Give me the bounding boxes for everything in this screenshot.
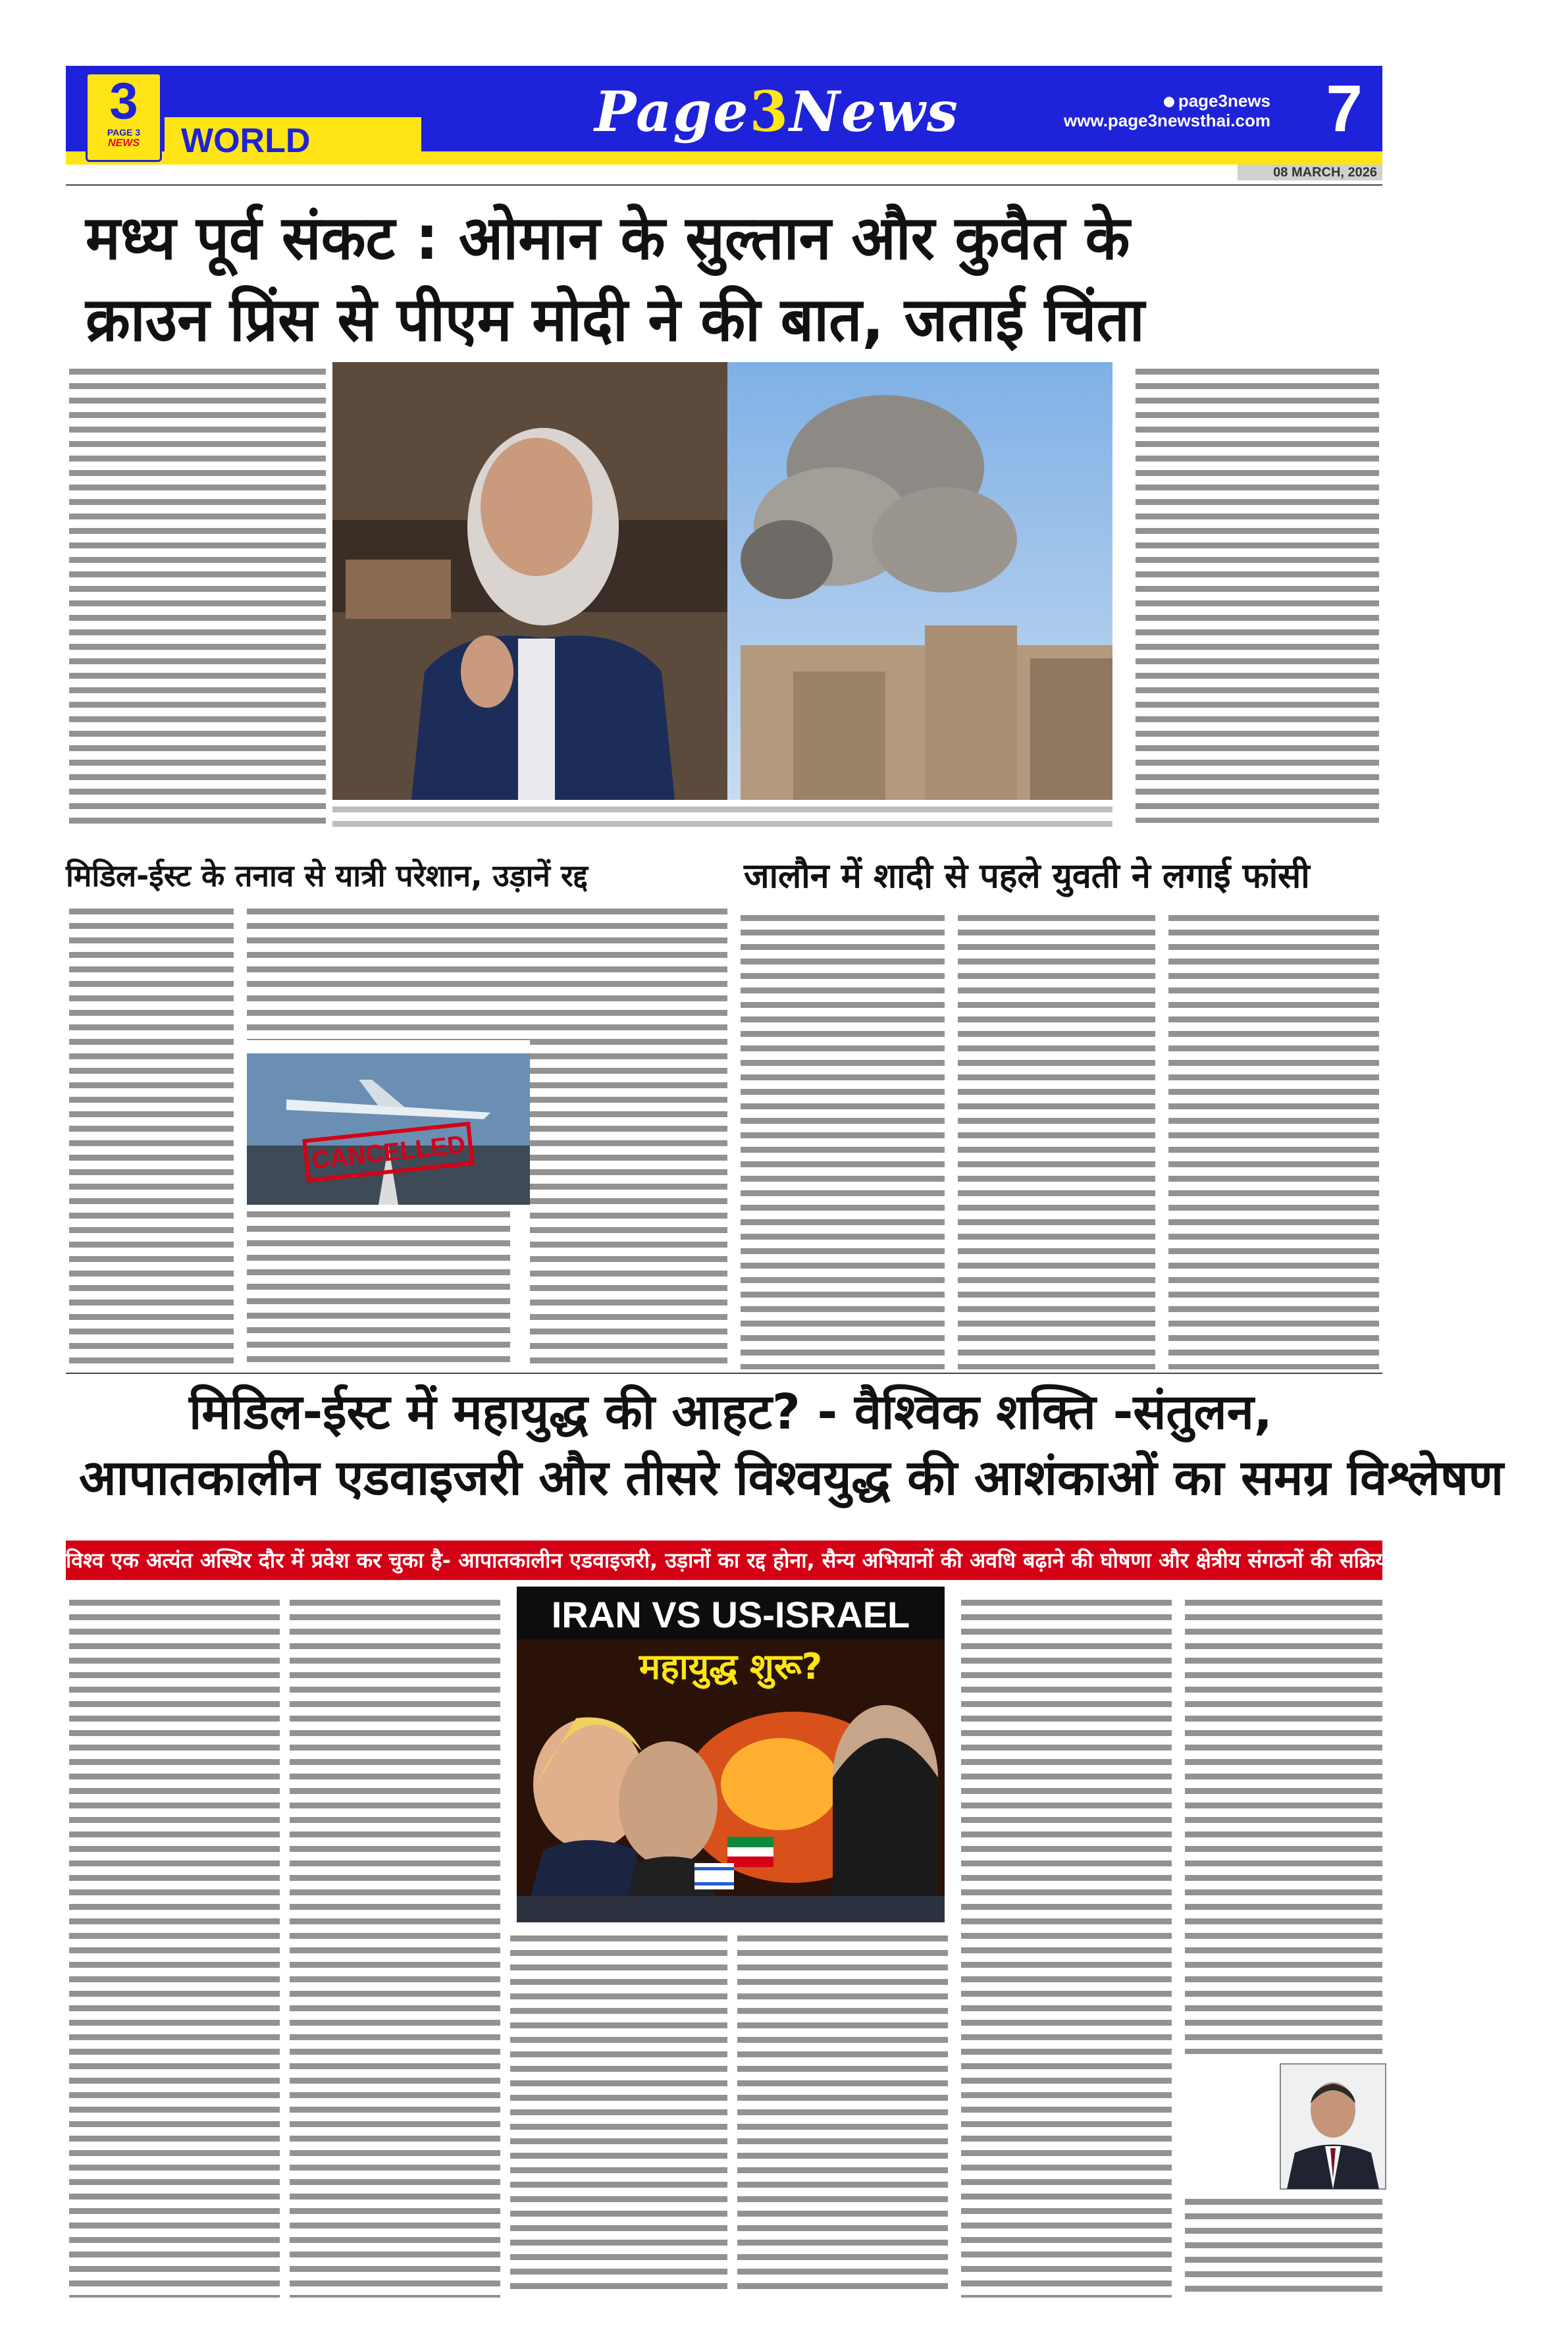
article-column-bottom-3 (510, 1936, 727, 2298)
article-column-right-top (1136, 369, 1379, 823)
article-column-mid-3 (530, 909, 727, 1369)
article-column-bottom-2 (290, 1600, 500, 2298)
article-column-bottom-1 (69, 1600, 280, 2298)
red-summary-banner: विश्व एक अत्यंत अस्थिर दौर में प्रवेश कर चुका है- आपातकालीन एडवाइजरी, उड़ानों का रद्द होना, सैन्य अभियानों की अवधि बढ़ाने की घोषणा और क्षेत्रीय संगठनों की सक्रियता ये सभी स्पष्ट संकेत? (66, 1541, 1382, 1580)
iran-vs-us-israel-image (517, 1587, 945, 1922)
analysis-headline[interactable] (79, 1379, 1504, 1511)
logo-news: NEWS (108, 138, 140, 149)
war-image-title: IRAN VS US-ISRAEL (551, 1594, 910, 1635)
social-handle[interactable]: page3news (1178, 91, 1270, 111)
article-column-mid-5 (958, 915, 1155, 1369)
logo-sub: PAGE 3 (107, 127, 141, 138)
issue-date: 08 MARCH, 2026 (1238, 165, 1382, 180)
article-column-bottom-4 (737, 1936, 948, 2298)
brand-suffix: News (789, 79, 959, 144)
page-number: 7 (1326, 72, 1363, 145)
sub-headline-left[interactable]: मिडिल-ईस्ट के तनाव से यात्री परेशान, उड़ानें रद्द (66, 858, 588, 893)
social-block (1064, 91, 1270, 130)
top-rule (66, 184, 1382, 186)
war-image-subtitle: महायुद्ध शुरू? (639, 1646, 823, 1687)
article-column-bottom-6 (1185, 1600, 1382, 2054)
masthead (66, 66, 1382, 165)
analysis-headline-line-1: मिडिल-ईस्ट में महायुद्ध की आहट? - वैश्विक शक्ति -संतुलन, (189, 1384, 1272, 1440)
article-column-mid-2a (247, 909, 530, 1040)
brand-prefix: Page (594, 79, 750, 144)
author-photo (1280, 2064, 1386, 2189)
main-headline-line-1: मध्य पूर्व संकट : ओमान के सुल्तान और कुवैत के (86, 203, 1130, 273)
article-column-mid-2b (247, 1211, 510, 1363)
website-link[interactable]: www.page3newsthai.com (1063, 111, 1270, 130)
main-headline[interactable] (86, 198, 1324, 361)
article-column-mid-1 (69, 909, 234, 1369)
article-column-mid-4 (741, 915, 945, 1369)
page3-logo[interactable] (86, 72, 162, 162)
section-label: WORLD (165, 117, 421, 165)
logo-number: 3 (109, 72, 138, 130)
main-news-photo (332, 362, 1112, 800)
photo-caption-lines (332, 806, 1112, 833)
article-column-bottom-5 (961, 1600, 1172, 2298)
article-column-left-top (69, 369, 326, 830)
brand-title[interactable] (579, 79, 974, 145)
section-rule (66, 1373, 1382, 1374)
brand-number: 3 (749, 79, 790, 144)
cancelled-stamp-text: CANCELLED (310, 1130, 467, 1175)
flight-cancelled-image (247, 1053, 530, 1205)
author-bio-lines (1185, 2199, 1382, 2298)
analysis-headline-line-2: आपातकालीन एडवाइजरी और तीसरे विश्वयुद्ध की आशंकाओं का समग्र विश्लेषण (79, 1450, 1504, 1506)
main-headline-line-2: क्राउन प्रिंस से पीएम मोदी ने की बात, जताई चिंता (86, 284, 1145, 355)
article-column-mid-6 (1168, 915, 1379, 1369)
social-icon (1164, 97, 1174, 107)
sub-headline-right[interactable]: जालौन में शादी से पहले युवती ने लगाई फांसी (744, 856, 1310, 896)
